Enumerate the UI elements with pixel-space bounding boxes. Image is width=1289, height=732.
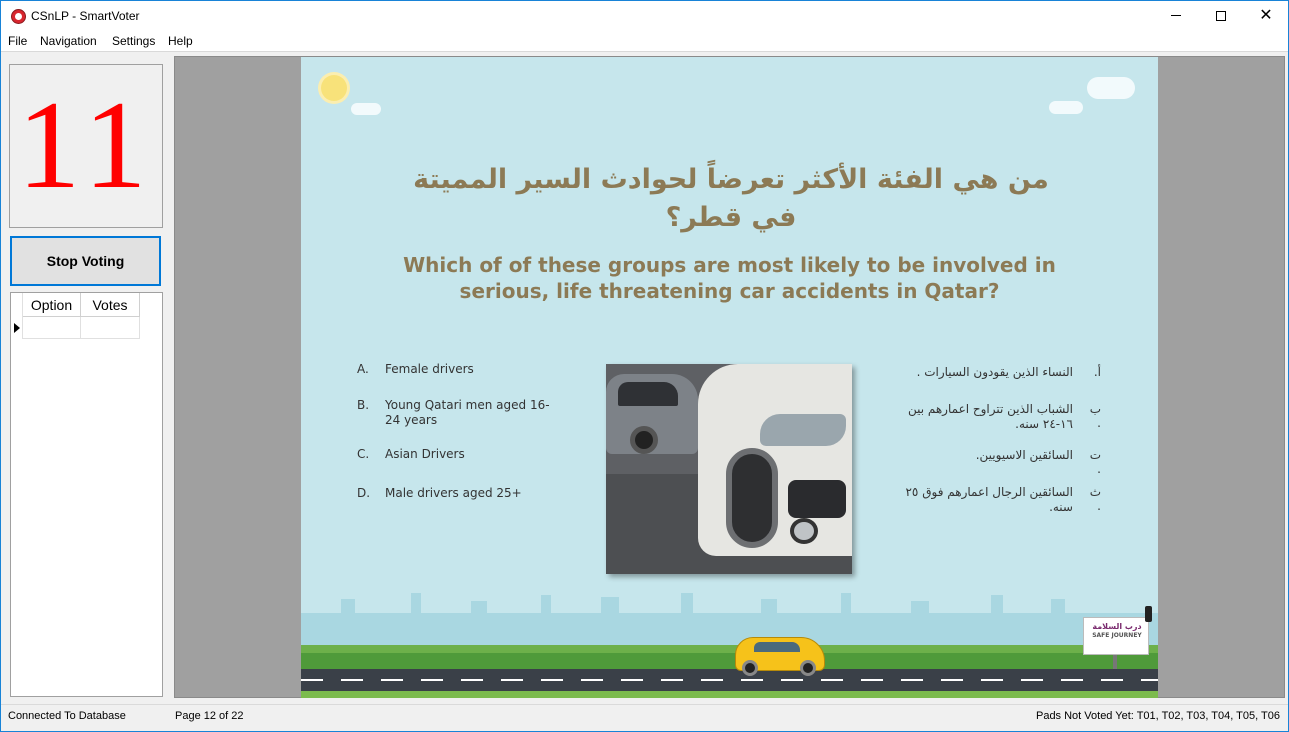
taxi-wheel (800, 660, 816, 676)
grass-strip (301, 691, 1158, 698)
option-text: الشباب الذين تتراوح اعمارهم بين ١٦-٢٤ سنه. (907, 402, 1073, 431)
billboard-arabic: درب السلامة (1092, 622, 1142, 631)
minimize-button[interactable] (1153, 1, 1199, 31)
building (411, 593, 421, 613)
status-bar (1, 704, 1288, 731)
row-selector-arrow-icon[interactable] (11, 317, 23, 339)
building (911, 601, 929, 613)
app-icon (11, 9, 26, 24)
building (761, 599, 777, 613)
maximize-icon (1216, 11, 1226, 21)
pads-not-voted: Pads Not Voted Yet: T01, T02, T03, T04, T05, T06 (1035, 710, 1280, 722)
billboard-pole (1113, 655, 1117, 669)
photo-grille (788, 480, 846, 518)
building (1051, 599, 1065, 613)
taxi-wheel (742, 660, 758, 676)
road-markings (301, 679, 1158, 681)
maximize-button[interactable] (1198, 1, 1244, 31)
stop-voting-button[interactable]: Stop Voting (10, 236, 161, 286)
photo-wheel (630, 426, 658, 454)
cloud-icon (351, 103, 381, 115)
menu-navigation[interactable]: Navigation (40, 34, 97, 48)
menu-settings[interactable]: Settings (112, 34, 156, 48)
close-button[interactable] (1243, 1, 1289, 31)
photo-car-window (618, 382, 678, 406)
slide (301, 57, 1158, 698)
menu-file[interactable]: File (8, 34, 28, 48)
option-letter: C. (357, 447, 370, 461)
minimize-icon (1171, 15, 1181, 16)
votes-grid[interactable] (10, 292, 163, 697)
votes-cell[interactable] (81, 317, 140, 339)
title-bar (0, 0, 1289, 31)
option-text: السائقين الاسيويين. (975, 448, 1073, 462)
option-letter: ب . (1089, 402, 1101, 430)
question-english: Which of of these groups are most likely to be involved in serious, life threatening car accidents in Qatar? (403, 253, 1056, 303)
slide-viewer (174, 56, 1285, 698)
option-letter: A. (357, 362, 369, 376)
grid-corner (11, 293, 23, 317)
taxi-window (754, 642, 800, 652)
option-letter: B. (357, 398, 370, 412)
column-header-option[interactable]: Option (23, 293, 81, 317)
countdown-panel (9, 64, 163, 228)
option-text: النساء الذين يقودون السيارات . (916, 365, 1073, 379)
building (471, 601, 487, 613)
building (341, 599, 355, 613)
window-title: CSnLP - SmartVoter (31, 9, 140, 23)
client-area (1, 51, 1288, 704)
close-icon: ✕ (1259, 7, 1273, 24)
photo-headlight (760, 414, 846, 446)
option-letter: ت . (1089, 448, 1101, 476)
tree-line-dark (301, 653, 1158, 669)
connection-status: Connected To Database (8, 710, 126, 722)
photo-fog-light (790, 518, 818, 544)
countdown-number: 11 (17, 76, 155, 215)
building (541, 595, 551, 613)
traffic-light-icon (1145, 606, 1152, 622)
cloud-icon (1087, 77, 1135, 99)
option-letter: ث . (1089, 485, 1101, 513)
option-text: Asian Drivers (385, 447, 465, 461)
taxi-car-icon (735, 637, 825, 671)
option-cell[interactable] (23, 317, 81, 339)
option-text: السائقين الرجال اعمارهم فوق ٢٥ سنه. (905, 485, 1073, 514)
option-text: Male drivers aged 25+ (385, 486, 522, 500)
question-arabic: من هي الفئة الأكثر تعرضاً لحوادث السير المميتة في قطر؟ (413, 164, 1049, 233)
building (991, 595, 1003, 613)
option-letter: أ. (1093, 365, 1101, 379)
option-text: Female drivers (385, 362, 474, 376)
skyline-buildings (301, 593, 1158, 613)
safe-journey-billboard (1083, 617, 1149, 655)
building (841, 593, 851, 613)
menu-help[interactable]: Help (168, 34, 193, 48)
cloud-icon (1049, 101, 1083, 114)
column-header-votes[interactable]: Votes (81, 293, 140, 317)
option-text: Young Qatari men aged 16-24 years (385, 398, 550, 427)
sun-icon (321, 75, 347, 101)
option-letter: D. (357, 486, 371, 500)
menu-bar (1, 31, 1288, 51)
building (601, 597, 619, 613)
billboard-english: SAFE JOURNEY (1092, 632, 1142, 639)
car-accident-photo (606, 364, 852, 574)
page-indicator: Page 12 of 22 (175, 710, 244, 722)
photo-wheel (726, 448, 778, 548)
building (681, 593, 693, 613)
